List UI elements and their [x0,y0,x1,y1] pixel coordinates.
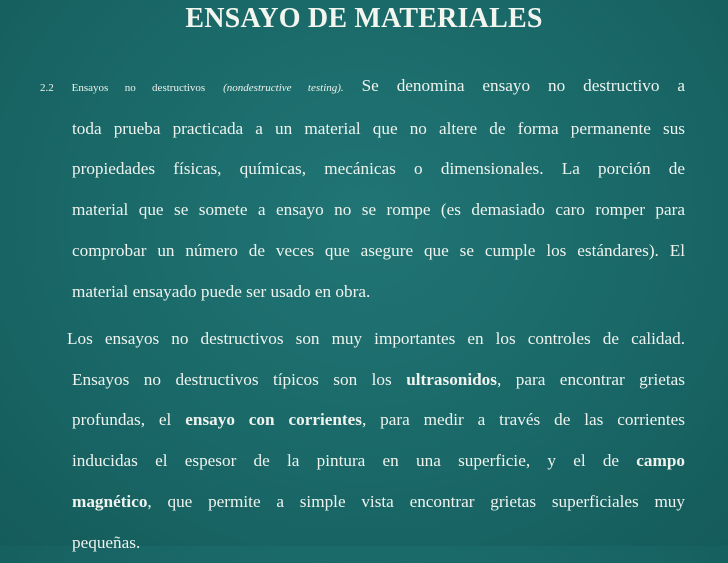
text-segment: Se denomina ensayo no destructivo a [361,76,686,95]
text-line [40,360,685,401]
emphasis-campo: campo [636,451,685,471]
text-line [40,441,685,482]
text-segment: profundas, el [72,410,186,430]
text-segment: inducidas el espesor de la pintura en una superficie, y el de [72,451,637,471]
paragraph-nondestructive-definition [40,66,685,312]
text-line [40,400,685,441]
section-heading-english: (nondestructive testing). [223,82,344,94]
text-line: pequeñas. [72,532,141,552]
text-line: propiedades físicas, químicas, mecánicas o dimensionales. La porción de [72,159,685,179]
text-segment: , para medir a través de las corrientes [361,410,685,430]
text-line: material ensayado puede ser usado en obra. [72,281,371,301]
emphasis-ultrasonidos: ultrasonidos [406,369,497,389]
slide-title: ENSAYO DE MATERIALES [185,3,543,34]
text-segment: Ensayos no destructivos típicos son los [72,369,407,389]
text-line: toda prueba practicada a un material que no altere de forma permanente sus [72,118,685,138]
paragraph-typical-tests [40,319,685,563]
text-line [40,482,685,523]
section-number: 2.2 [40,82,54,94]
text-line: comprobar un número de veces que asegure que se cumple los estándares). El [72,240,685,260]
text-line: material que se somete a ensayo no se rompe (es demasiado caro romper para [72,200,685,220]
text-line: Los ensayos no destructivos son muy importantes en los controles de calidad. [67,329,685,348]
emphasis-ensayo-con-corrientes: ensayo con corrientes [185,410,362,430]
section-heading: Ensayos no destructivos [71,82,206,94]
text-segment: , que permite a simple vista encontrar grietas superficiales muy [147,491,685,511]
text-line [40,66,685,109]
text-segment: , para encontrar grietas [496,369,685,389]
emphasis-magnetico: magnético [72,491,148,511]
